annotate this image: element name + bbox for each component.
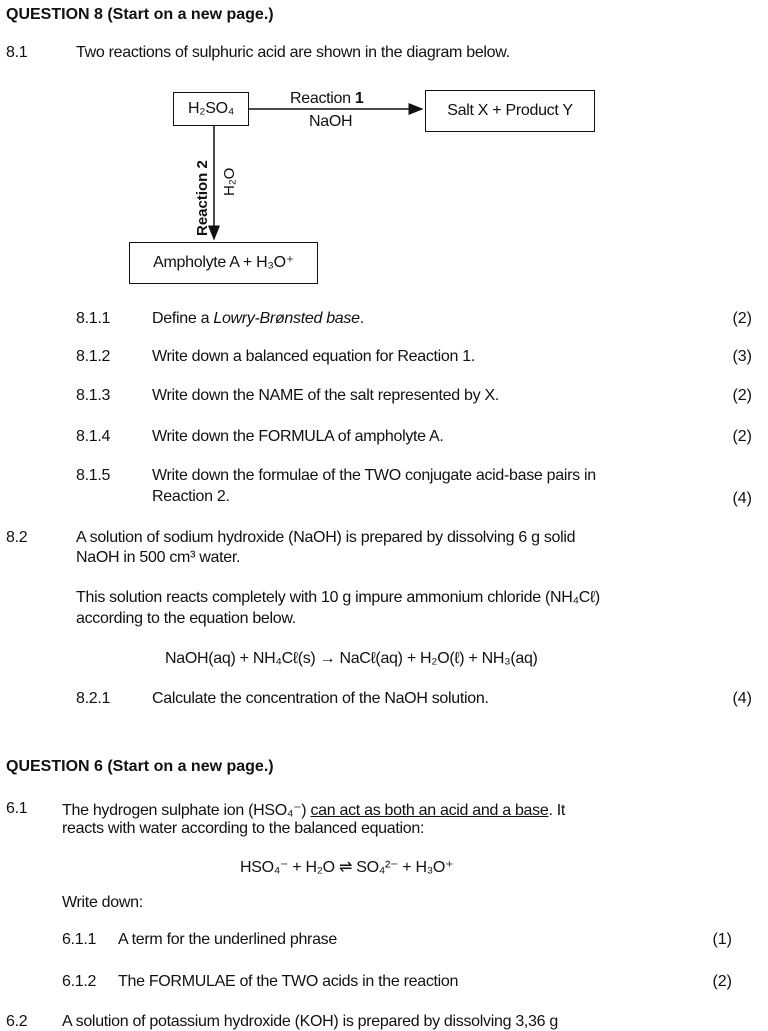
- equilibrium-equation-6-1: HSO₄⁻ + H₂O ⇌ SO₄²⁻ + H₃O⁺: [240, 859, 454, 876]
- diagram-arrows: [0, 0, 768, 300]
- item-8-1-5-number: 8.1.5: [76, 467, 111, 484]
- item-8-1-3-marks: (2): [732, 387, 752, 404]
- item-6-1-2-number: 6.1.2: [62, 973, 97, 990]
- item-8-1-1-number: 8.1.1: [76, 310, 111, 327]
- section-8-2-line2: NaOH in 500 cm³ water.: [76, 549, 241, 566]
- write-down-label: Write down:: [62, 894, 143, 911]
- section-8-2-line1: A solution of sodium hydroxide (NaOH) is prepared by dissolving 6 g solid: [76, 529, 576, 546]
- item-8-1-4-text: Write down the FORMULA of ampholyte A.: [152, 428, 444, 445]
- item-6-1-2-text: The FORMULAE of the TWO acids in the reaction: [118, 973, 459, 990]
- reaction-2-reagent: H₂O: [221, 167, 238, 196]
- item-8-1-5-marks: (4): [732, 490, 752, 507]
- item-8-1-4-number: 8.1.4: [76, 428, 111, 445]
- item-8-2-1-text: Calculate the concentration of the NaOH solution.: [152, 690, 489, 707]
- item-8-1-1-marks: (2): [732, 310, 752, 327]
- question-6-heading: QUESTION 6 (Start on a new page.): [6, 758, 274, 775]
- item-8-1-2-text: Write down a balanced equation for Reaction 1.: [152, 348, 476, 365]
- item-8-1-3-number: 8.1.3: [76, 387, 111, 404]
- reaction-2-label: Reaction 2: [194, 160, 211, 236]
- section-6-1-number: 6.1: [6, 800, 28, 817]
- section-8-1-text: Two reactions of sulphuric acid are shown in the diagram below.: [76, 44, 510, 61]
- box-salt-product: Salt X + Product Y: [425, 90, 595, 132]
- reaction-equation-8-2: NaOH(aq) + NH₄Cℓ(s) → NaCℓ(aq) + H₂O(ℓ) + NH₃(aq): [165, 650, 538, 667]
- item-8-2-1-number: 8.2.1: [76, 690, 111, 707]
- question-8-heading: QUESTION 8 (Start on a new page.): [6, 6, 274, 23]
- item-8-1-1-text: Define a Lowry-Brønsted base.: [152, 310, 364, 327]
- section-6-2-text: A solution of potassium hydroxide (KOH) is prepared by dissolving 3,36 g: [62, 1013, 559, 1030]
- item-8-1-2-number: 8.1.2: [76, 348, 111, 365]
- section-8-2-para2-line2: according to the equation below.: [76, 610, 296, 627]
- item-8-2-1-marks: (4): [732, 690, 752, 707]
- box-ampholyte: Ampholyte A + H₃O⁺: [129, 242, 318, 284]
- section-6-1-line2: reacts with water according to the balanced equation:: [62, 820, 425, 837]
- item-8-1-3-text: Write down the NAME of the salt represented by X.: [152, 387, 499, 404]
- section-6-1-line1: The hydrogen sulphate ion (HSO₄⁻) can act as both an acid and a base. It: [62, 802, 566, 819]
- box-sulphuric-acid: H₂SO₄: [173, 92, 249, 126]
- reaction-1-reagent: NaOH: [309, 113, 353, 130]
- item-6-1-1-text: A term for the underlined phrase: [118, 931, 337, 948]
- item-8-1-2-marks: (3): [732, 348, 752, 365]
- item-8-1-5-line1: Write down the formulae of the TWO conjugate acid-base pairs in: [152, 467, 596, 484]
- item-6-1-2-marks: (2): [712, 973, 732, 990]
- item-6-1-1-number: 6.1.1: [62, 931, 97, 948]
- section-6-2-number: 6.2: [6, 1013, 28, 1030]
- reaction-1-label: Reaction 1: [290, 90, 364, 107]
- item-8-1-4-marks: (2): [732, 428, 752, 445]
- item-6-1-1-marks: (1): [712, 931, 732, 948]
- section-8-2-number: 8.2: [6, 529, 28, 546]
- section-8-2-para2-line1: This solution reacts completely with 10 g impure ammonium chloride (NH₄Cℓ): [76, 589, 600, 606]
- item-8-1-5-line2: Reaction 2.: [152, 488, 230, 505]
- section-8-1-number: 8.1: [6, 44, 28, 61]
